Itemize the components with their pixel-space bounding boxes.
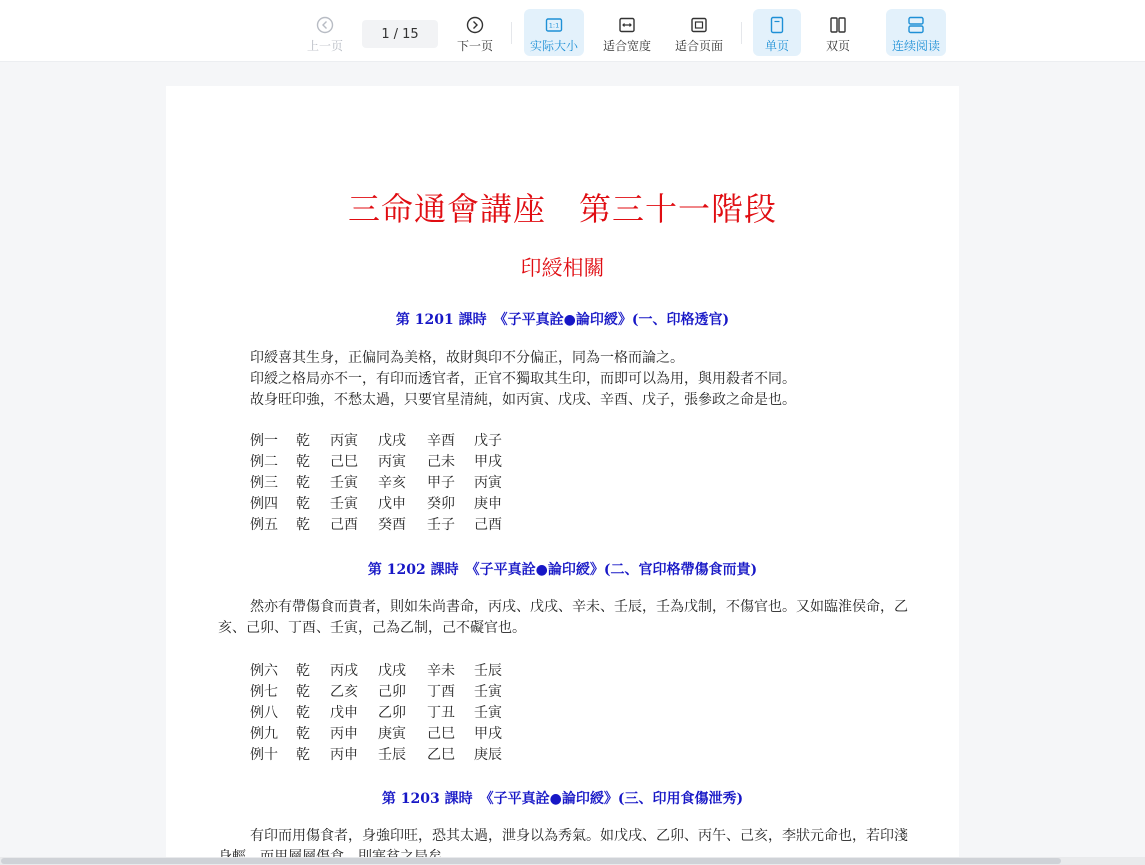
example-cell: 丙申 [330, 726, 358, 742]
example-row [250, 745, 514, 766]
example-cell: 壬辰 [474, 663, 502, 679]
example-cell: 辛酉 [427, 433, 455, 449]
example-cell: 己巳 [427, 726, 455, 742]
example-row [250, 661, 514, 682]
example-cell: 己酉 [330, 517, 358, 533]
example-cell: 己卯 [378, 684, 406, 700]
viewer-toolbar [0, 0, 1145, 62]
chevron-left-circle-icon [315, 15, 335, 35]
example-cell: 乾 [296, 454, 310, 470]
example-cell: 乾 [296, 475, 310, 491]
example-cell: 乾 [296, 684, 310, 700]
fit-width-button[interactable] [598, 9, 656, 56]
scrollbar-thumb[interactable] [1, 858, 1061, 864]
example-row [250, 494, 514, 515]
lesson-heading: 第 1202 課時 《子平真詮●論印綬》(二、官印格帶傷食而貴) [367, 562, 758, 578]
example-cell: 己未 [427, 454, 455, 470]
continuous-reading-label: 连续阅读 [891, 39, 940, 53]
section-paragraph [218, 597, 918, 639]
toolbar-divider [741, 22, 742, 44]
example-cell: 戊申 [378, 496, 406, 512]
example-cell: 丙寅 [378, 454, 406, 470]
fit-width-label: 适合宽度 [602, 39, 651, 53]
example-cell: 例八 [250, 705, 278, 721]
actual-size-button[interactable] [524, 9, 584, 56]
example-cell: 戊戌 [378, 663, 406, 679]
section-paragraph [218, 348, 918, 411]
actual-size-icon [544, 15, 564, 35]
example-cell: 丙寅 [474, 475, 502, 491]
example-row [250, 452, 514, 473]
example-cell: 例三 [250, 475, 278, 491]
actual-size-label: 实际大小 [529, 39, 578, 53]
example-cell: 壬辰 [378, 747, 406, 763]
example-cell: 丁酉 [427, 684, 455, 700]
example-cell: 丙戌 [330, 663, 358, 679]
single-page-button[interactable] [753, 9, 801, 56]
total-pages: / 15 [393, 26, 419, 42]
example-cell: 庚辰 [474, 747, 502, 763]
double-page-icon [828, 15, 848, 35]
fit-page-icon [689, 15, 709, 35]
example-cell: 例四 [250, 496, 278, 512]
example-cell: 例十 [250, 747, 278, 763]
example-list [250, 431, 514, 536]
example-cell: 乙卯 [378, 705, 406, 721]
example-cell: 戊申 [330, 705, 358, 721]
example-cell: 庚寅 [378, 726, 406, 742]
example-cell: 丙寅 [330, 433, 358, 449]
example-cell: 癸卯 [427, 496, 455, 512]
example-cell: 乾 [296, 726, 310, 742]
example-cell: 壬子 [427, 517, 455, 533]
prev-page-label: 上一页 [306, 39, 343, 53]
paragraph-text: 有印而用傷食者，身強印旺，恐其太過，泄身以為秀氣。如戊戌、乙卯、丙午、己亥，李狀元命也，若印淺 [250, 828, 908, 844]
example-row [250, 703, 514, 724]
example-row [250, 724, 514, 745]
example-cell: 例七 [250, 684, 278, 700]
next-page-button[interactable] [452, 9, 498, 56]
example-cell: 例五 [250, 517, 278, 533]
toolbar-divider [511, 22, 512, 44]
example-cell: 辛亥 [378, 475, 406, 491]
example-cell: 壬寅 [474, 684, 502, 700]
example-cell: 例一 [250, 433, 278, 449]
example-cell: 丁丑 [427, 705, 455, 721]
example-cell: 壬寅 [330, 475, 358, 491]
document-title: 三命通會講座 第三十一階段 [347, 190, 777, 228]
chevron-right-circle-icon [465, 15, 485, 35]
example-cell: 乾 [296, 496, 310, 512]
example-cell: 例九 [250, 726, 278, 742]
example-cell: 乾 [296, 517, 310, 533]
paragraph-text: 然亦有帶傷食而貴者，則如朱尚書命，丙戌、戊戌、辛未、壬辰，壬為戊制，不傷官也。又如臨淮侯命，乙亥、己卯、丁酉、壬寅，己為乙制，己不礙官也。 [218, 599, 908, 636]
document-subtitle: 印綬相關 [520, 256, 605, 280]
lesson-heading: 第 1201 課時 《子平真詮●論印綬》(一、印格透官) [395, 312, 730, 328]
example-list [250, 661, 514, 766]
example-cell: 乙巳 [427, 747, 455, 763]
next-page-label: 下一页 [456, 39, 493, 53]
example-cell: 己巳 [330, 454, 358, 470]
example-row [250, 431, 514, 452]
fit-width-icon [617, 15, 637, 35]
example-cell: 壬寅 [474, 705, 502, 721]
example-cell: 乾 [296, 705, 310, 721]
example-cell: 甲子 [427, 475, 455, 491]
example-cell: 乾 [296, 747, 310, 763]
lesson-heading: 第 1203 課時 《子平真詮●論印綬》(三、印用食傷泄秀) [381, 791, 744, 807]
single-page-label: 单页 [764, 39, 789, 53]
example-cell: 甲戌 [474, 726, 502, 742]
fit-page-label: 适合页面 [674, 39, 723, 53]
example-cell: 庚申 [474, 496, 502, 512]
example-row [250, 473, 514, 494]
paragraph-line: 故身旺印強，不愁太過，只要官星清純，如丙寅、戊戌、辛酉、戊子，張參政之命是也。 [250, 392, 796, 408]
example-cell: 丙申 [330, 747, 358, 763]
svg-text:1:1: 1:1 [548, 21, 560, 30]
example-row [250, 682, 514, 703]
example-cell: 辛未 [427, 663, 455, 679]
paragraph-line: 印綬喜其生身，正偏同為美格，故財與印不分偏正，同為一格而論之。 [250, 350, 684, 366]
example-cell: 戊子 [474, 433, 502, 449]
example-cell: 甲戌 [474, 454, 502, 470]
example-cell: 例二 [250, 454, 278, 470]
example-cell: 乙亥 [330, 684, 358, 700]
page-number-field[interactable] [362, 20, 438, 48]
example-cell: 壬寅 [330, 496, 358, 512]
prev-page-button[interactable] [302, 9, 348, 56]
example-cell: 乾 [296, 433, 310, 449]
example-cell: 戊戌 [378, 433, 406, 449]
example-cell: 己酉 [474, 517, 502, 533]
double-page-label: 双页 [825, 39, 850, 53]
continuous-reading-button[interactable] [886, 9, 946, 56]
paragraph-line: 印綬之格局亦不一，有印而透官者，正官不獨取其生印，而即可以為用，與用殺者不同。 [250, 371, 796, 387]
example-cell: 乾 [296, 663, 310, 679]
current-page-input[interactable]: 1 [381, 26, 390, 42]
example-cell: 癸酉 [378, 517, 406, 533]
example-cell: 例六 [250, 663, 278, 679]
fit-page-button[interactable] [670, 9, 728, 56]
example-row [250, 515, 514, 536]
continuous-scroll-icon [906, 15, 926, 35]
horizontal-scrollbar[interactable] [0, 857, 1145, 865]
double-page-button[interactable] [814, 9, 862, 56]
document-page [166, 86, 959, 865]
single-page-icon [767, 15, 787, 35]
